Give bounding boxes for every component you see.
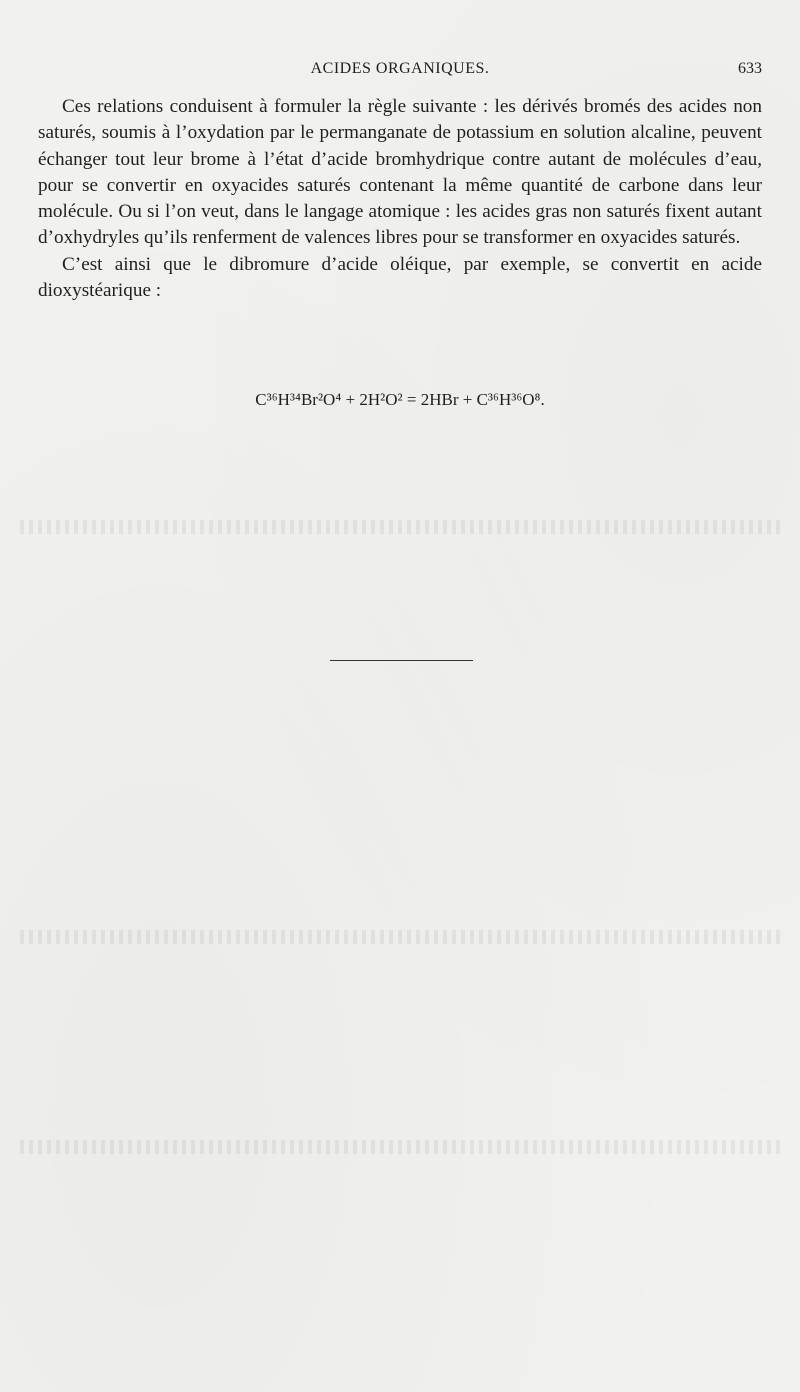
formula-reactant: 2H²O² <box>359 390 403 409</box>
plus-sign: + <box>462 390 473 409</box>
section-rule <box>330 660 473 661</box>
show-through-texture <box>20 520 780 534</box>
formula-reactant: C³⁶H³⁴Br²O⁴ <box>255 390 342 409</box>
page-number: 633 <box>738 60 762 77</box>
paragraph: C’est ainsi que le dibromure d’acide oléique, par exemple, se convertit en acide dioxystéarique : <box>38 253 762 302</box>
show-through-texture <box>20 930 780 944</box>
plus-sign: + <box>345 390 356 409</box>
formula-product: C³⁶H³⁶O⁸. <box>476 390 545 409</box>
show-through-texture <box>20 1140 780 1154</box>
equals-sign: = <box>406 390 417 409</box>
body-text <box>38 94 762 304</box>
formula-product: 2HBr <box>420 390 459 409</box>
paragraph: Ces relations conduisent à formuler la règle suivante : les dérivés bromés des acides non saturés, soumis à l’oxydation par le permanganate de potassium en solution alcaline, peuvent échanger tout leur brome à l’état d’acide bromhydrique contre autant de molécules d’eau, pour se convertir en oxyacides saturés contenant la même quantité de carbone dans leur molécule. Ou si l’on veut, dans le langage atomique : les acides gras non saturés fixent autant d’oxhydryles qu’ils renferment de valences libres pour se transformer en oxyacides saturés. <box>38 96 762 249</box>
running-head <box>38 60 762 84</box>
running-title: ACIDES ORGANIQUES. <box>310 60 490 77</box>
chemical-equation <box>38 390 762 410</box>
